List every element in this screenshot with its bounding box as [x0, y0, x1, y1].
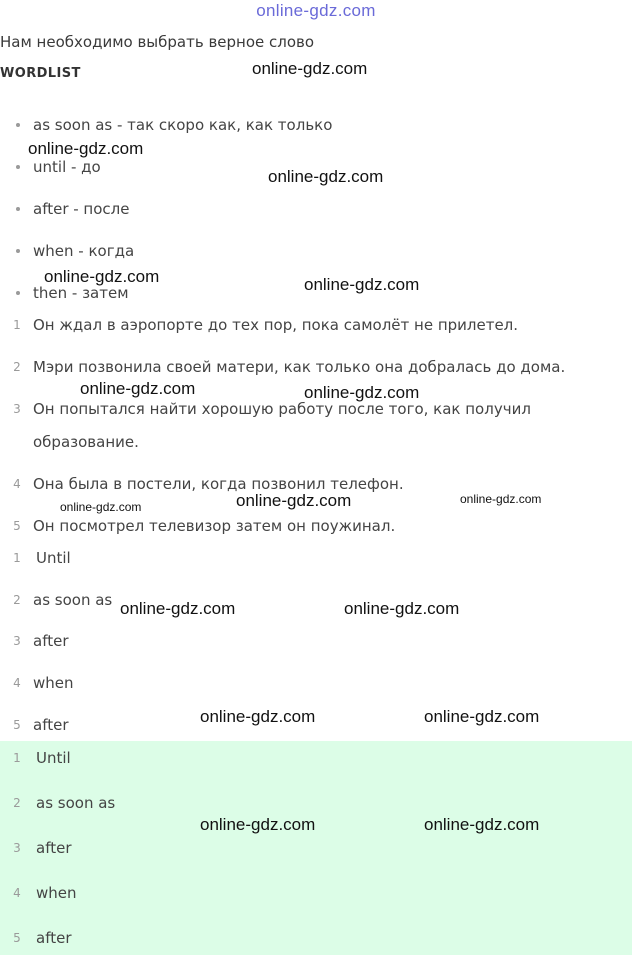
watermark: online-gdz.com	[424, 815, 540, 834]
watermark: online-gdz.com	[424, 707, 540, 726]
watermark: online-gdz.com	[200, 707, 316, 726]
wordlist-item-text: until - до	[33, 158, 101, 176]
watermark: online-gdz.com	[60, 500, 142, 514]
answer-text: after	[33, 716, 69, 734]
watermark: online-gdz.com	[44, 267, 160, 286]
wordlist-heading: WORDLIST	[0, 66, 81, 81]
bullet-icon	[16, 165, 20, 169]
watermark: online-gdz.com	[236, 491, 352, 510]
watermark: online-gdz.com	[460, 492, 542, 506]
bullet-icon	[16, 291, 20, 295]
sentence-text: Мэри позвонила своей матери, как только она добралась до дома.	[33, 358, 566, 376]
item-number: 1	[13, 751, 21, 765]
answer-text: Until	[36, 549, 71, 567]
watermark: online-gdz.com	[200, 815, 316, 834]
item-number: 2	[13, 360, 21, 374]
watermark: online-gdz.com	[304, 383, 420, 402]
item-number: 2	[13, 796, 21, 810]
answer-text: as soon as	[36, 794, 116, 812]
bullet-icon	[16, 207, 20, 211]
wordlist-item-text: when - когда	[33, 242, 135, 260]
item-number: 4	[13, 477, 21, 491]
answer-text: as soon as	[33, 591, 113, 609]
item-number: 2	[13, 593, 21, 607]
task-instruction: Нам необходимо выбрать верное слово	[0, 33, 315, 51]
sentence-text: Он ждал в аэропорте до тех пор, пока самолёт не прилетел.	[33, 316, 519, 334]
watermark: online-gdz.com	[344, 599, 460, 618]
item-number: 4	[13, 886, 21, 900]
item-number: 1	[13, 551, 21, 565]
item-number: 1	[13, 318, 21, 332]
highlighted-answer-box	[0, 741, 632, 955]
answer-text: after	[36, 839, 72, 857]
watermark: online-gdz.com	[268, 167, 384, 186]
sentence-text: Он посмотрел телевизор затем он поужинал.	[33, 517, 396, 535]
bullet-icon	[16, 249, 20, 253]
item-number: 4	[13, 676, 21, 690]
watermark: online-gdz.com	[80, 379, 196, 398]
wordlist-item-text: as soon as - так скоро как, как только	[33, 116, 333, 134]
sentence-text: Она была в постели, когда позвонил телефон.	[33, 475, 404, 493]
item-number: 5	[13, 718, 21, 732]
sentence-text: Он попытался найти хорошую работу после того, как получил	[33, 400, 531, 418]
watermark: online-gdz.com	[304, 275, 420, 294]
answer-text: when	[33, 674, 74, 692]
sentence-text-continued: образование.	[33, 433, 139, 451]
item-number: 5	[13, 931, 21, 945]
wordlist-item-text: then - затем	[33, 284, 129, 302]
item-number: 3	[13, 634, 21, 648]
item-number: 3	[13, 402, 21, 416]
answer-text: after	[36, 929, 72, 947]
item-number: 3	[13, 841, 21, 855]
answer-text: Until	[36, 749, 71, 767]
answer-text: after	[33, 632, 69, 650]
site-header-link[interactable]: online-gdz.com	[256, 1, 376, 20]
watermark: online-gdz.com	[28, 139, 144, 158]
bullet-icon	[16, 123, 20, 127]
watermark: online-gdz.com	[252, 59, 368, 78]
wordlist-item-text: after - после	[33, 200, 130, 218]
watermark: online-gdz.com	[120, 599, 236, 618]
answer-text: when	[36, 884, 77, 902]
item-number: 5	[13, 519, 21, 533]
